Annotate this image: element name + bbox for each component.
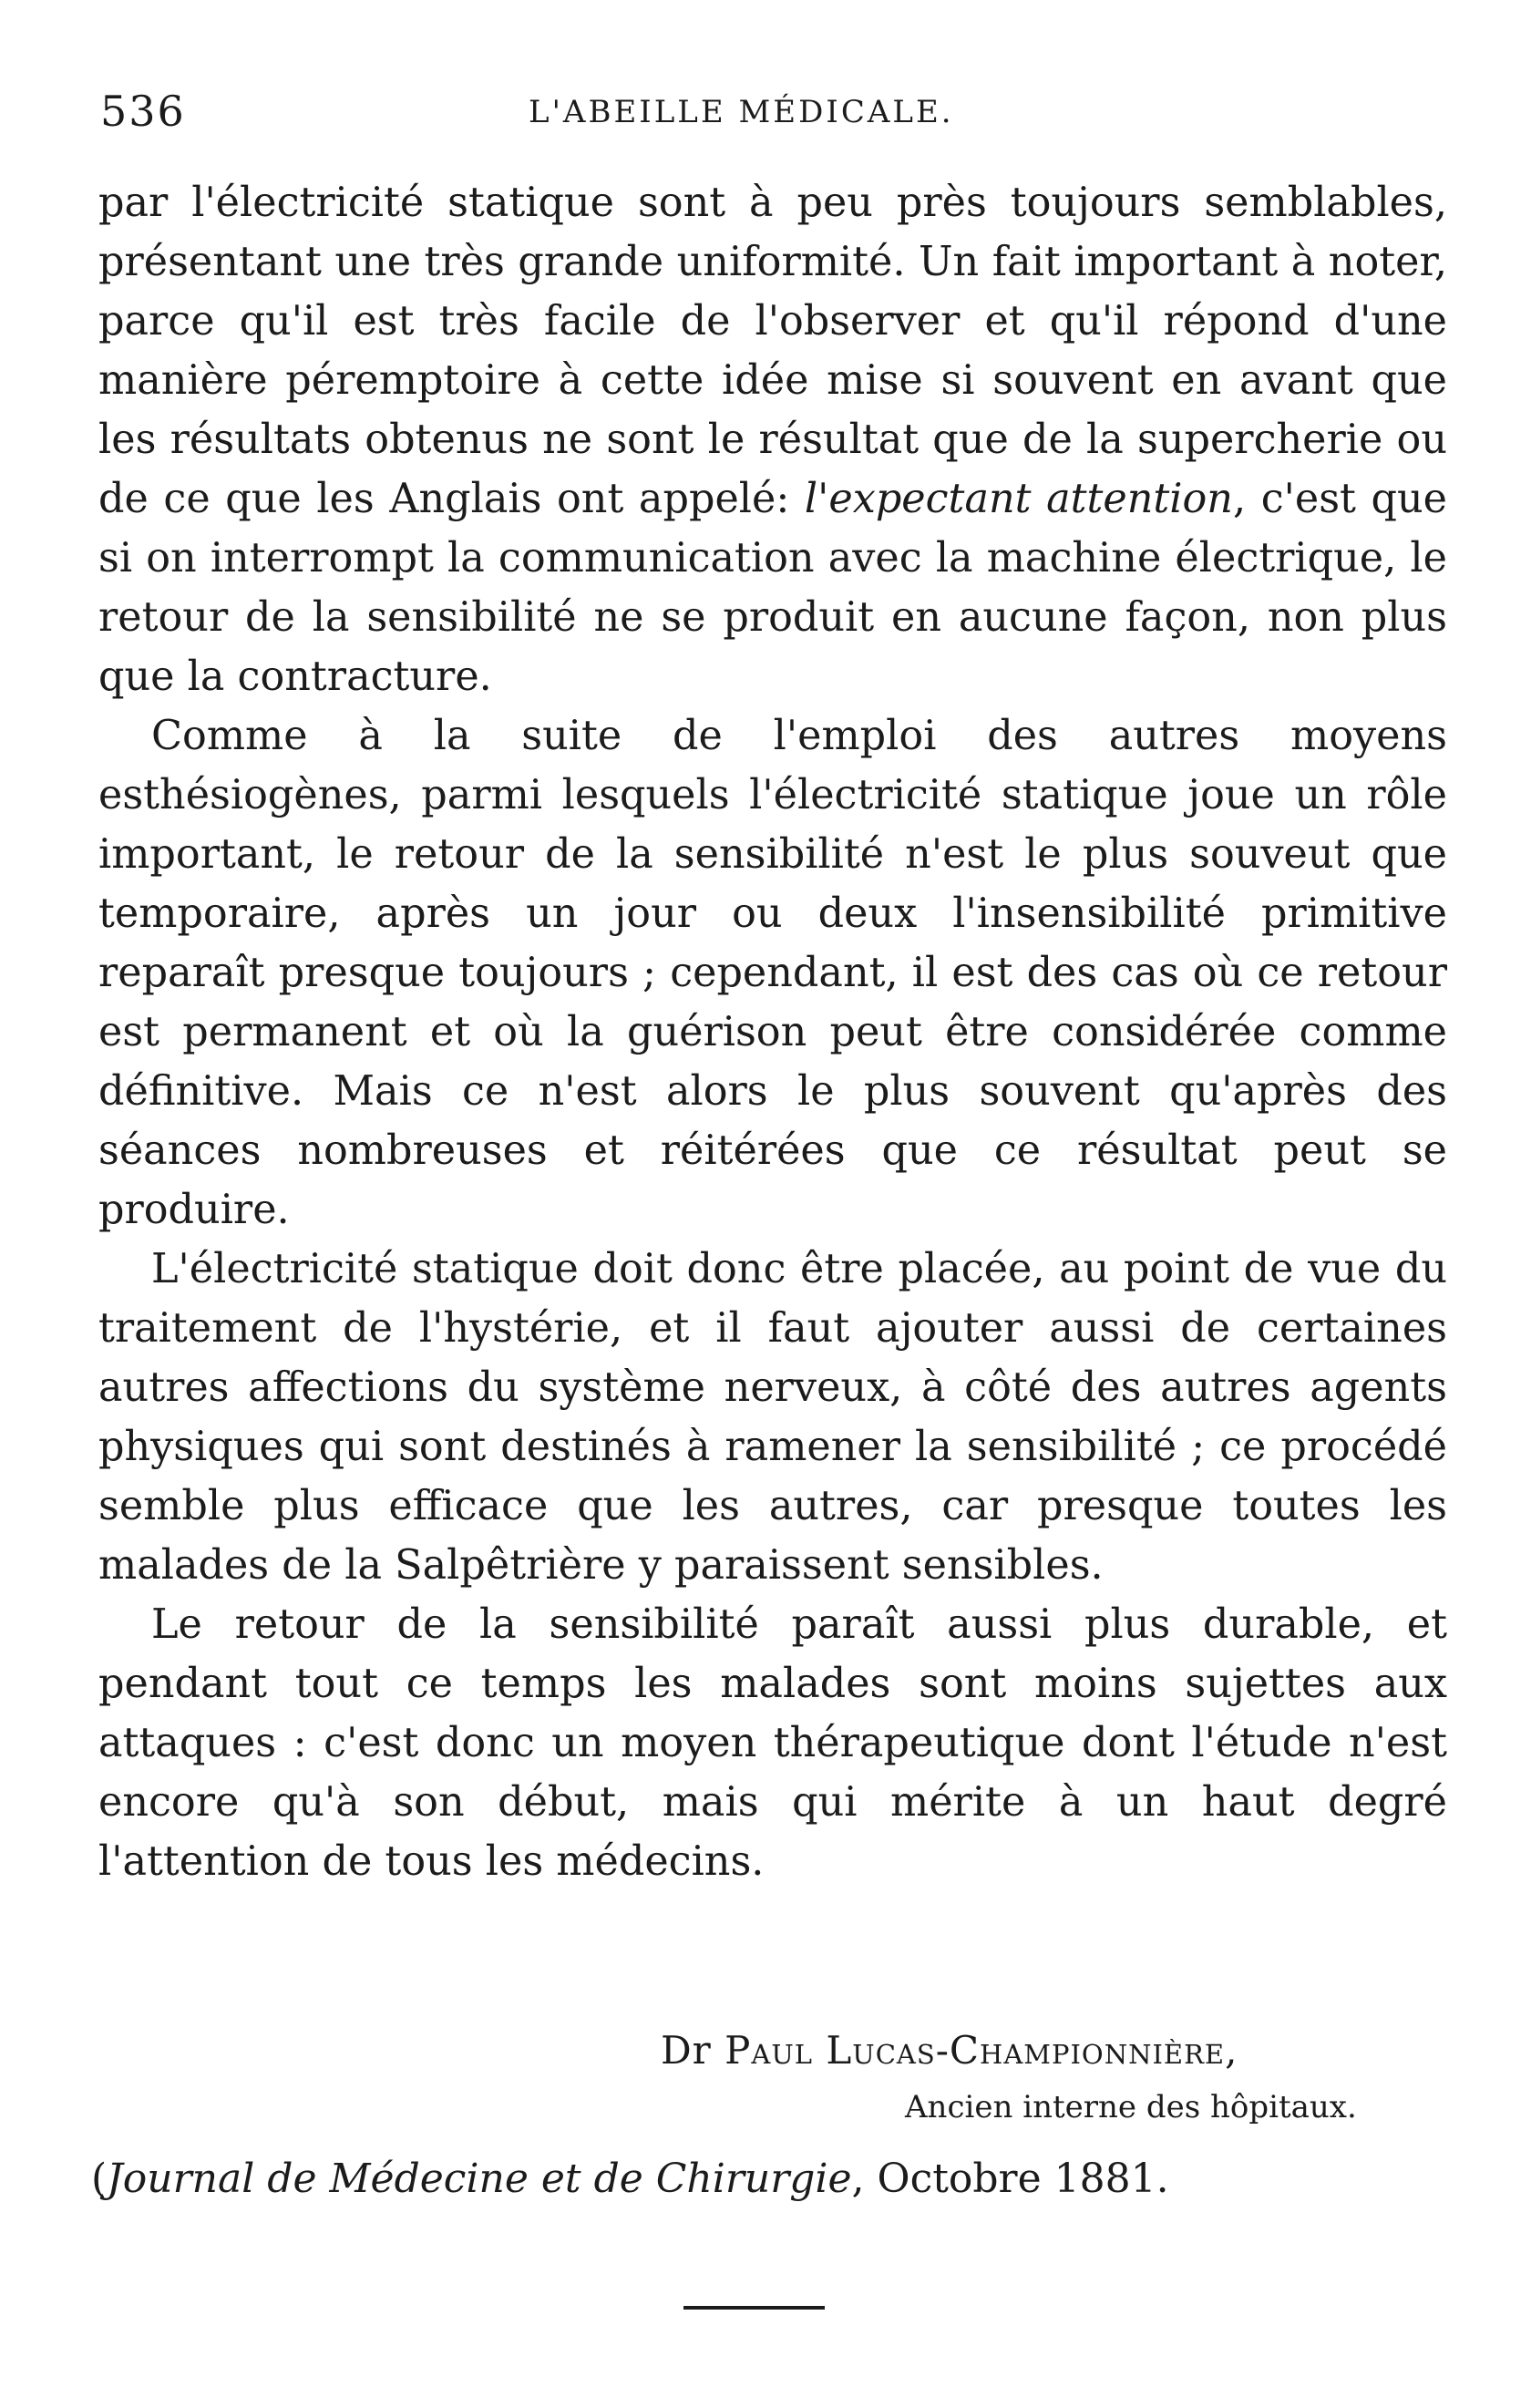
paragraph-2: Comme à la suite de l'emploi des autres moyens esthésiogènes, parmi lesquels l'électricité statique joue un rôle important, le retour de la sensibilité n'est le plus souveut que temporaire, après un jour ou deux l'insensibilité primitive reparaît presque toujours ; cependant, il est des cas où ce retour est permanent et où la guérison peut être considérée comme définitive. Mais ce n'est alors le plus souvent qu'après des séances nombreuses et réitérées que ce résultat peut se produire. bbox=[98, 713, 1447, 1233]
publication-date: , Octobre 1881. bbox=[851, 2156, 1169, 2202]
paragraph-1-italic-term: l'expectant attention bbox=[804, 476, 1233, 522]
page-number: 536 bbox=[100, 87, 186, 136]
end-rule-divider bbox=[683, 2306, 825, 2310]
source-open-paren: ( bbox=[91, 2156, 108, 2202]
page-header bbox=[100, 87, 1431, 141]
author-affiliation: Ancien interne des hôpitaux. bbox=[905, 2089, 1357, 2125]
running-title: L'ABEILLE MÉDICALE. bbox=[529, 94, 954, 130]
paragraph-4: Le retour de la sensibilité paraît aussi plus durable, et pendant tout ce temps les malades sont moins sujettes aux attaques : c'est donc un moyen thérapeutique dont l'étude n'est encore qu'à son début, mais qui mérite à un haut degré l'attention de tous les médecins. bbox=[98, 1601, 1447, 1885]
paragraph-1 bbox=[98, 173, 1447, 706]
journal-name: Journal de Médecine et de Chirurgie bbox=[107, 2156, 852, 2202]
paragraph-3: L'électricité statique doit donc être placée, au point de vue du traitement de l'hystérie, et il faut ajouter aussi de certaines autres affections du système nerveux, à côté des autres agents physiques qui sont destinés à ramener la sensibilité ; ce procédé semble plus efficace que les autres, car presque toutes les malades de la Salpêtrière y paraissent sensibles. bbox=[98, 1246, 1447, 1589]
author-signature bbox=[661, 2028, 1238, 2073]
article-body bbox=[98, 173, 1447, 1891]
source-citation bbox=[91, 2156, 1169, 2202]
author-name: Paul Lucas-Championnière, bbox=[724, 2028, 1238, 2073]
paragraph-1-end: , c'est que si on interrompt la communication avec la machine électrique, le retour de la sensibilité ne se produit en aucune façon, non plus que la contracture. bbox=[98, 476, 1447, 700]
paragraph-1-text: par l'électricité statique sont à peu près toujours semblables, présentant une très grande uniformité. Un fait important à noter, parce qu'il est très facile de l'observer et qu'il répond d'une manière péremptoire à cette idée mise si souvent en avant que les résultats obtenus ne sont le résultat que de la supercherie ou de ce que les Anglais ont appelé: bbox=[98, 180, 1447, 522]
author-title: Dr bbox=[661, 2028, 712, 2073]
